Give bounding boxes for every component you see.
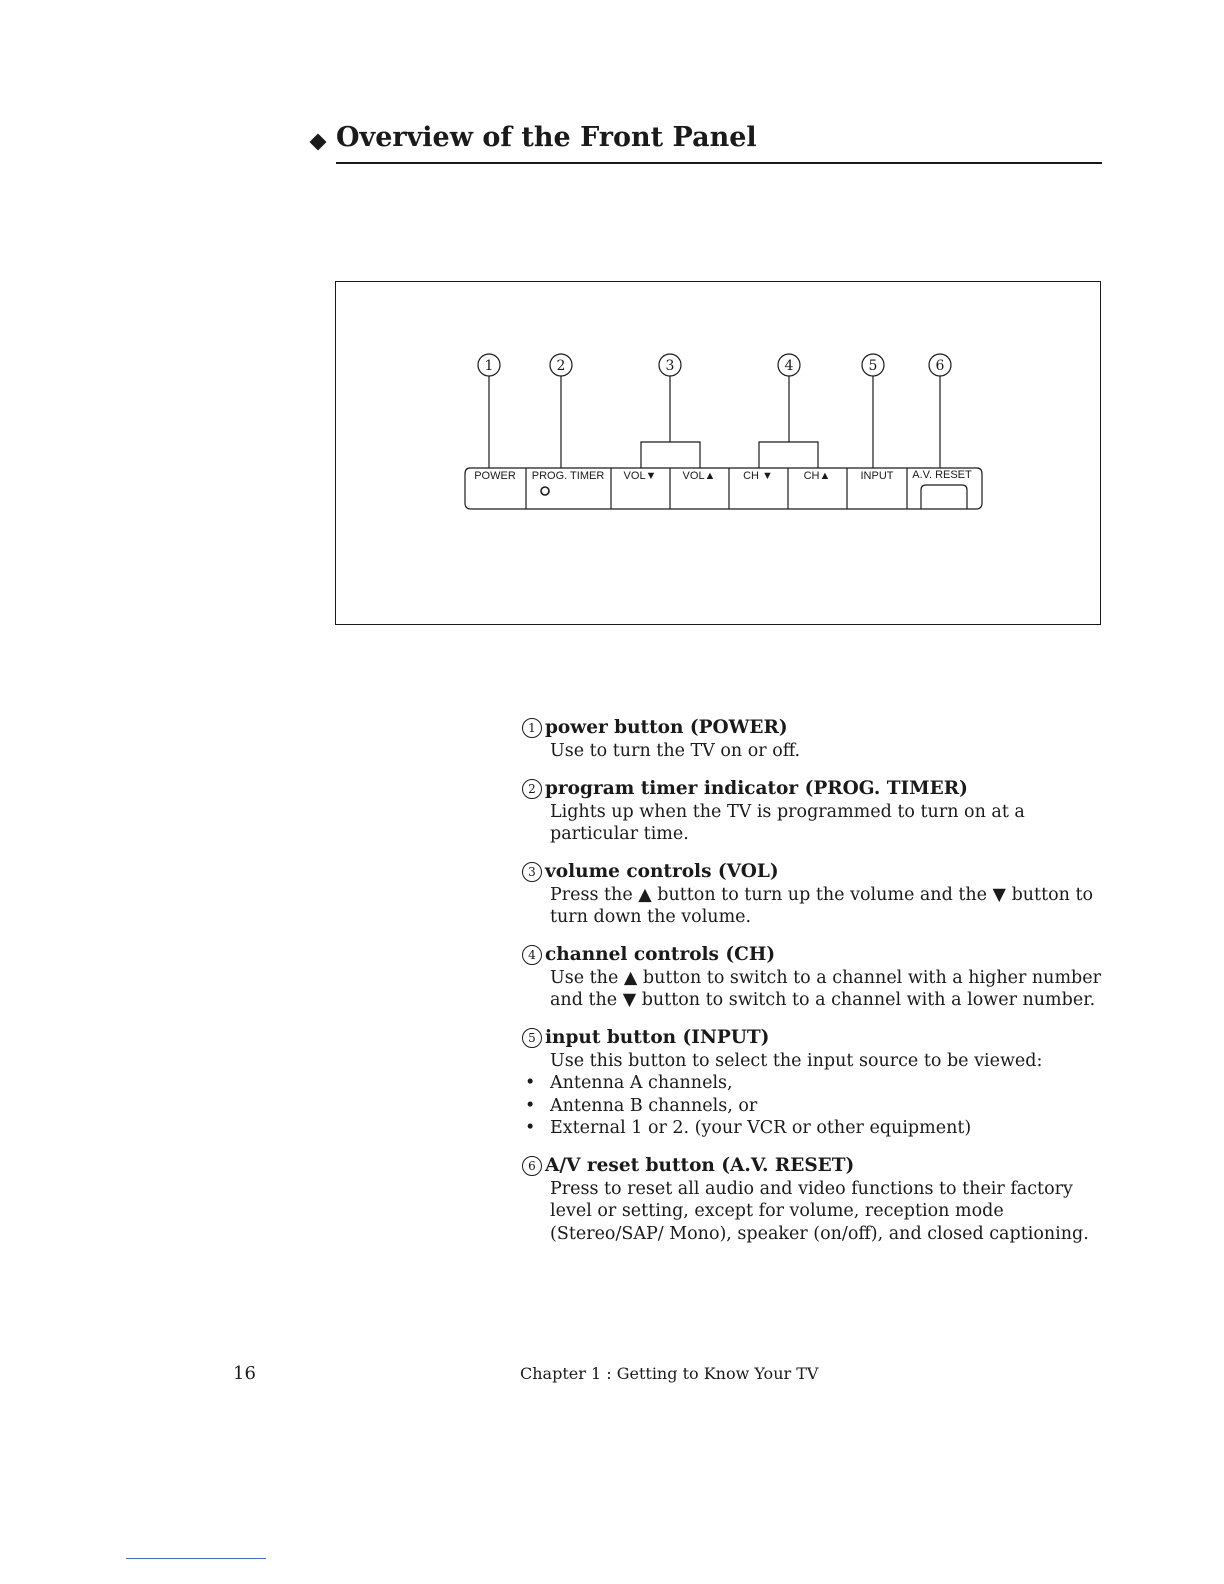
callout-3: 3 [665,358,675,374]
heading-rule [336,162,1102,164]
label-ch-down: CH ▼ [743,470,773,482]
number-6-icon: 6 [522,1156,542,1176]
diamond-bullet-icon [310,134,327,151]
item-title: A/V reset button (A.V. RESET) [545,1154,855,1176]
label-prog-timer: PROG. TIMER [531,470,605,482]
callout-2: 2 [556,358,566,374]
bottom-divider [126,1558,266,1559]
section-title: Overview of the Front Panel [336,122,757,153]
front-panel-svg [336,282,1100,624]
number-3-icon: 3 [522,862,542,882]
callout-6: 6 [935,358,945,374]
bullet-dot-icon: • [525,1073,536,1093]
label-ch-up: CH▲ [803,470,831,482]
bullet-dot-icon: • [525,1118,536,1138]
item-title: input button (INPUT) [545,1026,770,1048]
item-body: Press to reset all audio and video functions to their factory level or setting, except for volume, reception mode (Stereo/SAP/ Mono), speaker (on/off), and closed captioning. [550,1178,1089,1244]
number-1-icon: 1 [522,718,542,738]
item-title: power button (POWER) [545,717,788,738]
item-body: Lights up when the TV is programmed to turn on at a particular time. [550,801,1025,844]
prog-timer-led-icon [541,487,549,495]
bullet-dot-icon: • [525,1095,536,1116]
callout-1: 1 [484,358,494,374]
number-2-icon: 2 [522,779,542,799]
label-vol-down: VOL▼ [623,470,657,482]
bullet-item: • Antenna A channels, [525,1073,733,1093]
number-5-icon: 5 [522,1028,542,1048]
label-power: POWER [474,470,516,482]
item-title: volume controls (VOL) [545,860,779,882]
av-reset-button-icon [921,485,967,509]
list-item [522,777,1112,846]
item-body: Use the ▲ button to switch to a channel with a higher number and the ▼ button to switch to a channel with a lower number. [550,967,1101,1010]
item-body: Use to turn the TV on or off. [550,741,801,761]
label-vol-up: VOL▲ [682,470,716,482]
item-body: Press the ▲ button to turn up the volume and the ▼ button to turn down the volume. [550,884,1094,927]
item-body: Use this button to select the input source to be viewed: [550,1050,1043,1071]
number-4-icon: 4 [522,945,542,965]
list-item [522,716,1112,763]
callout-5: 5 [868,358,878,374]
list-item [522,1026,1112,1140]
item-title: program timer indicator (PROG. TIMER) [545,777,968,799]
list-item [522,860,1112,929]
bullet-item: • Antenna B channels, or [525,1095,758,1116]
section-heading [312,118,1102,162]
callout-4: 4 [784,358,794,374]
control-descriptions [522,716,1112,1259]
label-av-reset: A.V. RESET [912,469,972,481]
item-title: channel controls (CH) [545,943,776,965]
bullet-item: • External 1 or 2. (your VCR or other equipment) [525,1118,972,1138]
list-item [522,943,1112,1012]
front-panel-diagram [335,281,1101,625]
page-number: 16 [233,1363,256,1384]
label-input: INPUT [860,470,894,482]
list-item [522,1154,1112,1246]
chapter-footer: Chapter 1 : Getting to Know Your TV [520,1364,819,1383]
input-source-list [522,1072,1112,1140]
